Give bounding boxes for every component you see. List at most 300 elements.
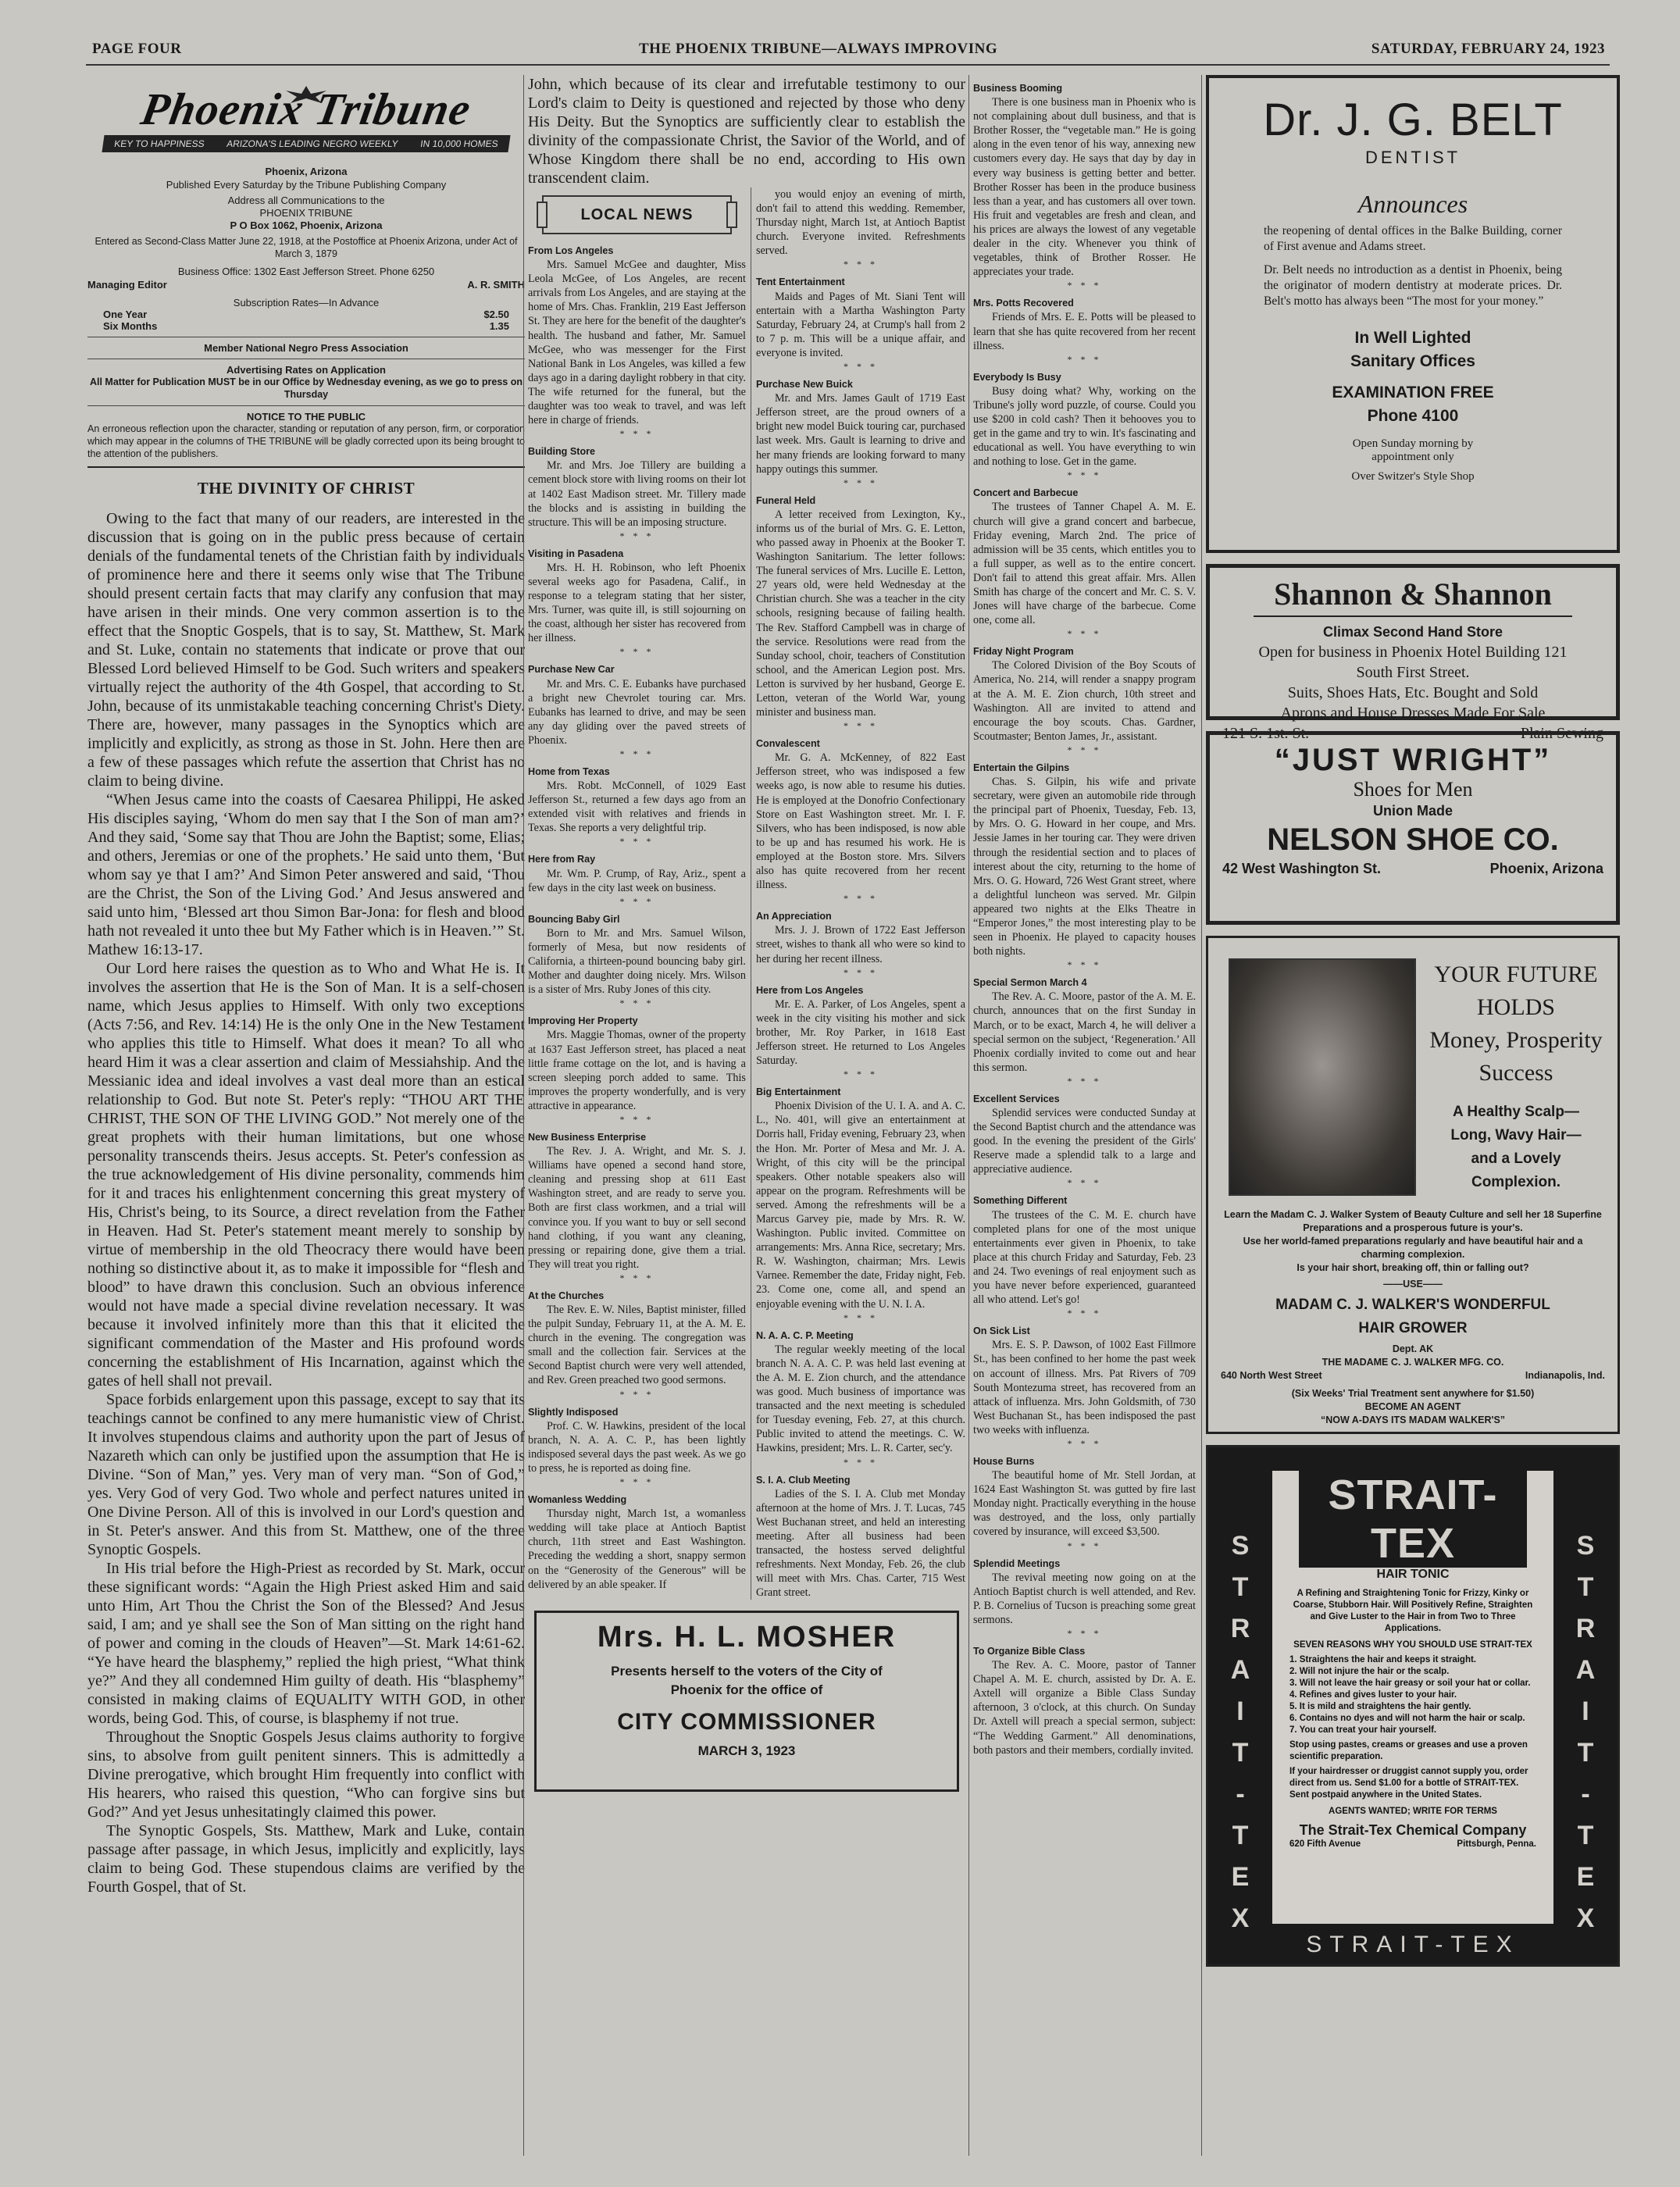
separator-stars: * * * — [843, 893, 878, 904]
walker-ad — [1206, 936, 1620, 1434]
article-continuation: John, which because of its clear and irrefutable testimony to our Lord's claim to Deity is questioned and rejected by those who deny His Deity. But the Synoptics are sufficiently clear to establish the divinity of the compassionate Christ, the Savior of the World, and of Whose Kingdom there shall be no end, according to His own transcendent claim. — [528, 76, 965, 187]
belt-appointment: appointment only — [1371, 451, 1454, 463]
strait-panel — [1272, 1471, 1553, 1924]
news-headline: At the Churches — [528, 1290, 605, 1301]
strait-side-letter: - — [1236, 1779, 1245, 1809]
news-headline: Excellent Services — [973, 1093, 1060, 1104]
strait-side-letter: T — [1232, 1572, 1249, 1602]
strait-side-letter: E — [1231, 1862, 1250, 1892]
masthead-address-box: P O Box 1062, Phoenix, Arizona — [230, 219, 383, 232]
news-headline: On Sick List — [973, 1325, 1030, 1337]
news-text: The Rev. A. C. Moore, pastor of Tanner Chapel A. M. E. church, assisted by Dr. A. E. Axtell will organize a Bible Class Sunday afternoon, 3 o'clock, at this church. On Sunday Dr. Axtell will preach a special sermon, subject: “The Wedding Garment.” All denominations, both pastors and their members, cordially invited. — [973, 1659, 1196, 1757]
news-headline: Concert and Barbecue — [973, 487, 1079, 499]
separator-stars: * * * — [843, 1456, 878, 1468]
strait-reason: 5. It is mild and straightens the hair gently. — [1289, 1702, 1471, 1711]
strait-reason: 7. You can treat your hair yourself. — [1289, 1725, 1437, 1735]
separator-stars: * * * — [843, 361, 878, 373]
walker-heading: HOLDS — [1476, 994, 1555, 1020]
walker-use: ——USE—— — [1383, 1279, 1443, 1290]
separator-stars: * * * — [1067, 744, 1102, 755]
news-text: The Rev. E. W. Niles, Baptist minister, filled the pulpit Sunday, February 11, at the A. M. E. church in the evening. The congregation was small and the collection fair. Services at the Second Baptist church were very well attended, and Rev. Green preached two good sermons. — [528, 1304, 746, 1387]
masthead-band — [102, 135, 510, 152]
walker-details — [1221, 1208, 1605, 1427]
walker-text: Is your hair short, breaking off, thin or falling out? — [1297, 1262, 1529, 1273]
strait-side-letter: T — [1577, 1821, 1594, 1850]
separator-stars: * * * — [1067, 280, 1102, 291]
running-head — [92, 41, 1605, 64]
walker-text: Learn the Madam C. J. Walker System of Beauty Culture and sell her 18 Superfine Preparations and a prosperous future is your's. — [1224, 1209, 1602, 1233]
separator-stars: * * * — [1067, 628, 1102, 640]
walker-trial: (Six Weeks' Trial Treatment sent anywhere for $1.50) — [1291, 1388, 1535, 1399]
news-headline: Big Entertainment — [755, 1086, 841, 1098]
news-headline: Special Sermon March 4 — [973, 977, 1087, 989]
news-headline: Business Booming — [973, 83, 1063, 94]
masthead-address-paper: PHOENIX TRIBUNE — [259, 207, 353, 219]
belt-paragraph: the reopening of dental offices in the Balke Building, corner of First avenue and Adams street. — [1264, 224, 1562, 253]
news-item — [973, 1324, 1196, 1448]
news-text: Chas. S. Gilpin, his wife and private secretary, were given an automobile ride through the principal part of Phoenix, Tuesday, Feb. 13, by Mrs. O. G. Howard in her coupe, and Mrs. Jessie James in her touring car. They were driven through the residential section and to places of interest about the city, returning to the home of Mrs. O. G. Howard, 726 West Grant street, where a delightful luncheon was served. Mr. Gilpin appeared two nights at the Elks Theatre in “Emperor Jones,” the most interesting play to be seen in Phoenix. He played to capacity houses both nights. — [973, 776, 1196, 958]
news-text: Mrs. J. J. Brown of 1722 East Jefferson street, wishes to thank all who were so kind to her during her recent illness. — [755, 924, 965, 965]
news-text: The revival meeting now going on at the Antioch Baptist church is well attended, and Rev. P. B. Cornelius of Tucson is preaching some great sermons. — [973, 1571, 1196, 1626]
news-item — [756, 377, 965, 487]
news-text: Thursday night, March 1st, a womanless wedding will take place at Antioch Baptist church, 11th street and East Washington. Preceding the wedding a short, snappy sermon on the “Generosity of the Generous” will be delivered by an able speaker. If — [528, 1507, 746, 1591]
separator-stars: * * * — [619, 530, 655, 541]
column-news-left — [528, 75, 965, 2156]
news-item — [528, 1405, 746, 1486]
walker-heading: YOUR FUTURE — [1434, 961, 1598, 987]
news-text: The trustees of Tanner Chapel A. M. E. church will give a grand concert and barbecue, Friday evening, March 2nd. The price of admission will be 35 cents, which entitles you to a full supper, as well as to the entire concert. Don't fail to attend this great affair. Mrs. Allen Smith has charge of the concert and Mr. C. S. V. Jones will have charge of the barbecue. Come one, come all. — [973, 501, 1196, 627]
subscription-head: Subscription Rates—In Advance — [233, 297, 380, 309]
news-item — [973, 296, 1196, 363]
column-rule — [523, 75, 524, 2156]
walker-address-row — [1221, 1369, 1605, 1382]
news-text: Mrs. Samuel McGee and daughter, Miss Leola McGee, of Los Angeles, are recent arrivals from Los Angeles, and are staying at the home of Mrs. Chas. Franklin, 219 East Jefferson St. They are here for the benefit of the daughter's health. The husband and father, Mr. Samuel McGee, who was messenger for the First National Bank in Los Angeles, was killed a few days ago in a daring daylight robbery in that city. The wife returned for the funeral, but the daughter was too weak to travel, and was left here in charge of friends. — [528, 259, 746, 427]
article-paragraph: Our Lord here raises the question as to Who and What He is. It involves the assertion that He is the Son of Man. It is a self-chosen name, which Jesus applies to Himself. With only two exceptions (Acts 7:56, and Rev. 14:14) He is the only One in the New Testament who applies this title to Himself. What does it mean? To all who heard Him it was a clear assertion and claim of Messiahship. And the Messianic idea and ideal involves a vast deal more than an estical relationship to God. But note St. Peter's reply: “THOU ART THE CHRIST, THE SON OF THE LIVING GOD.” Not merely one of the great prophets with their human limitations, but one whose personality transcends theirs. Jesus accepts. St. Peter's confession as the true acknowledgement of His divine personality, commends him for it and traces his enlightenment concerning this great mystery of His, Christ's being, to its Source, a direct revelation from the Father in Heaven. Had St. Peter's statement meant merely to sonship by virtue of membership in the old Theocracy there would have been nothing so distinctive about it, as to make it impossible for “flesh and blood” to have drawn this conclusion. Such an obvious inference would not have made a special divine revelation necessary. It was because it involved infinitely more than this that it elicited the significant commendation of the Master and His profound words concerning the establishment of His Incarnation, against which the gates of hell shall not prevail. — [87, 960, 525, 1390]
separator-stars: * * * — [619, 1113, 655, 1125]
separator-stars: * * * — [619, 895, 655, 907]
editor-label: Managing Editor — [87, 279, 167, 291]
separator-stars: * * * — [843, 720, 878, 732]
news-item — [973, 644, 1196, 755]
news-text: The Colored Division of the Boy Scouts of America, No. 214, will render a snappy program at the A. M. E. Zion church, 10th street and Washington. All are invited to attend and encourage the boy scouts. Chas. Gardner, Scoutmaster; Benton James, Jr., assistant. — [973, 659, 1196, 743]
walker-city: Indianapolis, Ind. — [1525, 1370, 1605, 1381]
strait-side-letter: S — [1231, 1531, 1250, 1561]
news-text: Busy doing what? Why, working on the Tribune's jolly word puzzle, of course. Could you use $200 in cold cash? Then it behooves you to get in the game and try to win. It's fascinating and educational as well. You have everything to win and nothing to lose. Get in the game. — [973, 384, 1196, 469]
news-headline: Womanless Wedding — [528, 1494, 627, 1506]
separator-stars: * * * — [619, 1476, 655, 1488]
news-headline: N. A. A. C. P. Meeting — [755, 1329, 854, 1341]
news-item — [973, 1092, 1196, 1188]
strait-side-letter: S — [1576, 1531, 1595, 1561]
article-paragraph: Throughout the Snoptic Gospels Jesus claims authority to forgive sins, to absolve from guilt penitent sinners. This is admittedly a Divine prerogative, which brought Him frequently into conflict with His hearers, who raised this question, “Who can forgive sins but God?” And yet Jesus unhesitatingly claimed this power. — [87, 1729, 525, 1821]
belt-dentist-ad — [1206, 75, 1620, 553]
separator-stars: * * * — [843, 476, 878, 488]
news-item — [756, 1085, 965, 1322]
article-paragraph: Space forbids enlargement upon this passage, except to say that its teachings cannot be confined to any mere humanistic view of Christ. It involves stupendous claims and authority upon the part of Jesus of Nazareth which can only be justified upon the assumption that He is Divine. “Son of Man,” yes. Very man of very man. “Son of God,” yes. Very God of very God. Two whole and perfect natures united in One Divine Person. All of this is involved in our Lord's question and in St. Peter's answer. And this from St. Matthew, one of the three Synoptic Gospels. — [87, 1391, 525, 1559]
walker-benefit: and a Lovely Complexion. — [1471, 1151, 1561, 1190]
news-headline: S. I. A. Club Meeting — [755, 1474, 851, 1486]
shannon-sewing: Plain Sewing — [1520, 725, 1603, 742]
issue-date: SATURDAY, FEBRUARY 24, 1923 — [1371, 41, 1605, 57]
article-title: THE DIVINITY OF CHRIST — [197, 479, 416, 498]
walker-street: 640 North West Street — [1221, 1370, 1322, 1381]
member-association: Member National Negro Press Association — [204, 342, 408, 355]
article-paragraph: Owing to the fact that many of our readers, are interested in the discussion that is going on in the public press because of certain denials of the fundamental tenets of the Christian faith by individuals of prominence here and there it seems only wise that The Tribune should present certain facts that may clarify any confusion that may have arisen in their minds. One very common assertion is to the effect that the Snoptic Gospels, that is to say, St. Matthew, St. Mark and St. Luke, contain no statements that indicate or prove that our Blessed Lord believed Himself to be God. Such writers and speakers virtually reject the authority of the 4th Gospel, that according to St. John, because of its unmistakable teaching concerning Christ's Diety. There are, however, many passages in the Synoptics which are implicitly and explicitly, as strong as those in St. John. Here then are a few of these passages which refute the assertion that Christ has no claim to being divine. — [87, 510, 525, 790]
wright-title: “JUST WRIGHT” — [1274, 743, 1552, 777]
news-text: The Rev. J. A. Wright, and Mr. S. J. Williams have opened a second hand store, cleaning and pressing shop at 611 East Washington street, and are ready to serve you. Both are first class workmen, and a trial will convince you. If you want to buy or sell second hand clothing, if you want any cleaning, pressing or repairing done, give them a trial. They will treat you right. — [528, 1145, 746, 1271]
separator-stars: * * * — [843, 259, 878, 270]
walker-heading: Money, Prosperity — [1429, 1027, 1603, 1053]
separator-stars: * * * — [1067, 1539, 1102, 1551]
news-item — [528, 1289, 746, 1399]
walker-benefit: Long, Wavy Hair— — [1450, 1127, 1582, 1143]
news-text: Prof. C. W. Hawkins, president of the local branch, N. A. A. C. P., has been lightly indisposed several days the past week. As we go to press, he is reported as doing fine. — [528, 1419, 746, 1475]
masthead-editor-row — [87, 279, 525, 291]
belt-lighted: In Well Lighted — [1354, 329, 1471, 347]
belt-sunday: Open Sunday morning by — [1352, 437, 1474, 450]
column-rule — [968, 75, 969, 2156]
strait-street: 620 Fifth Avenue — [1289, 1839, 1361, 1849]
strait-side-letter: T — [1577, 1738, 1594, 1768]
wright-address: 42 West Washington St. — [1222, 861, 1382, 876]
mosher-name: Mrs. H. L. MOSHER — [597, 1621, 897, 1654]
strait-tonic: HAIR TONIC — [1376, 1568, 1450, 1581]
strait-side-letter: T — [1577, 1572, 1594, 1602]
belt-location: Over Switzer's Style Shop — [1351, 470, 1475, 483]
separator-stars: * * * — [843, 1311, 878, 1323]
news-headline: From Los Angeles — [528, 245, 614, 256]
news-text: The trustees of the C. M. E. church have completed plans for one of the most unique entertainments ever given in Phoenix, to take place at this church Friday and Saturday, Feb. 23 and 24. Two evenings of real enjoyment such as you have never before experienced, guaranteed all who attend. Let's go! — [973, 1208, 1196, 1307]
news-list — [528, 244, 746, 1592]
notice-head: NOTICE TO THE PUBLIC — [246, 411, 366, 423]
strait-company-address — [1272, 1839, 1553, 1850]
shannon-address: 121 S. 1st. St. — [1222, 725, 1310, 742]
separator-stars: * * * — [619, 748, 655, 759]
news-headline: Here from Los Angeles — [755, 984, 864, 996]
strait-side-letter: R — [1575, 1614, 1596, 1643]
masthead-address-label: Address all Communications to the — [227, 194, 385, 207]
news-item — [973, 1557, 1196, 1638]
local-news-title: LOCAL NEWS — [580, 206, 694, 223]
portrait-image — [1229, 958, 1416, 1196]
article-body — [87, 509, 525, 1896]
separator-stars: * * * — [619, 997, 655, 1009]
editor-name: A. R. SMITH — [467, 279, 525, 291]
news-text: The beautiful home of Mr. Stell Jordan, at 1624 East Washington St. was gutted by fire last Monday night. Practically everything in the house was destroyed, and the loss, only partially covered by insurance, will exceed $3,500. — [973, 1469, 1196, 1539]
shannon-title: Shannon & Shannon — [1254, 576, 1572, 617]
mosher-ad — [534, 1611, 959, 1792]
masthead — [87, 83, 525, 164]
news-text: Mr. and Mrs. James Gault of 1719 East Jefferson street, are the proud owners of a bright new model Buick touring car, purchased last week. Mrs. Gault is learning to drive and her many friends are looking forward to many happy outings this summer. — [755, 392, 965, 476]
news-item — [528, 852, 746, 905]
news-headline: New Business Enterprise — [528, 1131, 647, 1143]
separator-stars: * * * — [843, 966, 878, 978]
news-text: Maids and Pages of Mt. Siani Tent will entertain with a Martha Washington Party Saturday, February 24, at Crump's hall from 2 to 7 p. m. This will be a unique affair, and everyone is invited. — [755, 290, 965, 359]
news-item — [756, 1473, 965, 1600]
news-text: Ladies of the S. I. A. Club met Monday afternoon at the home of Mrs. J. T. Lucas, 745 West Buchanan street, and held an interesting meeting. After all business had been transacted, the hostess served delightful refreshments. Next Monday, Feb. 26, the club will meet with Mrs. Chas. Carter, 715 West Grant street. — [755, 1487, 965, 1600]
news-headline: Home from Texas — [528, 766, 610, 777]
separator-stars: * * * — [1067, 1308, 1102, 1319]
wright-company: NELSON SHOE CO. — [1267, 822, 1559, 857]
strait-side-letter: X — [1576, 1903, 1595, 1933]
news-headline: An Appreciation — [755, 911, 832, 922]
belt-subtitle: DENTIST — [1364, 148, 1461, 167]
strait-reason: 4. Refines and gives luster to your hair. — [1289, 1690, 1457, 1700]
notice-text: An erroneous reflection upon the character, standing or reputation of any person, firm, or corporation which may appear in the columns of THE TRIBUNE will be gladly corrected upon its being brought to the attention of the publishers. — [87, 423, 525, 460]
separator-stars: * * * — [1067, 1177, 1102, 1189]
page-number: PAGE FOUR — [92, 41, 182, 57]
walker-benefit: A Healthy Scalp— — [1453, 1104, 1579, 1120]
strait-side-letter: I — [1582, 1696, 1589, 1726]
news-item — [973, 761, 1196, 969]
separator-stars: * * * — [1067, 1437, 1102, 1449]
news-headline: Funeral Held — [755, 494, 816, 506]
news-headline: Visiting in Pasadena — [528, 548, 624, 559]
separator-stars: * * * — [619, 646, 655, 658]
belt-exam: EXAMINATION FREE — [1332, 384, 1494, 401]
news-text: Mrs. E. S. P. Dawson, of 1002 East Fillmore St., has been confined to her home the past week on account of illness. Mrs. Pat Rivers of 709 South Montezuma street, has recovered from an attack of influenza. Mrs. John Goldsmith, of 730 West Buchanan St., has been indisposed the past two weeks with influenza. — [973, 1339, 1196, 1436]
strait-side-letter: X — [1231, 1903, 1250, 1933]
six-months-price: 1.35 — [489, 320, 509, 333]
article-paragraph: “When Jesus came into the coasts of Caesarea Philippi, He asked His disciples saying, ‘Whom do men say that I the Son of man am?’ And they said, ‘Some say that Thou are John the Baptist; some, Elias; and others, Jeremias or one of the prophets.’ He said unto them, ‘But whom say ye that I am?’ And Simon Peter answered and said, ‘Thou are the Christ, the Son of the Living God.’ And Jesus answered and said unto him, ‘Blessed art thou Simon Bar-Jona: for flesh and blood hath not revealed it unto thee but My Father which is in Heaven.’” St. Mathew 16:13-17. — [87, 791, 525, 959]
subscription-six-months — [87, 320, 525, 332]
news-split — [528, 187, 965, 1600]
news-item — [528, 1493, 746, 1592]
news-headline: Tent Entertainment — [755, 276, 845, 288]
news-text: The Rev. A. C. Moore, pastor of the A. M. E. church, announces that on the first Sunday in March, or to be exact, March 4, he will deliver a special sermon on the subject, ‘Regeneration.’ All Phoenix cordially invited to come out and hear this sermon. — [973, 990, 1196, 1074]
strait-side-letter: I — [1236, 1696, 1244, 1726]
strait-tex-ad — [1206, 1445, 1620, 1967]
strait-reason: 3. Will not leave the hair greasy or soil your hat or collar. — [1289, 1679, 1531, 1688]
news-headline: Friday Night Program — [973, 646, 1074, 658]
shannon-line: Suits, Shoes Hats, Etc. Bought and Sold — [1287, 684, 1539, 701]
wright-footer — [1222, 861, 1603, 877]
news-headline: Slightly Indisposed — [528, 1406, 619, 1418]
publication-deadline: All Matter for Publication MUST be in our Office by Wednesday evening, as we go to press on Thursday — [89, 376, 523, 401]
news-item — [973, 1644, 1196, 1757]
news-item — [756, 494, 965, 731]
divider — [87, 466, 525, 468]
strait-title: STRAIT-TEX — [1299, 1471, 1527, 1568]
news-headline: Improving Her Property — [528, 1015, 638, 1027]
masthead-band-left: KEY TO HAPPINESS — [113, 138, 205, 149]
news-item — [756, 983, 965, 1079]
one-year-label: One Year — [103, 309, 148, 321]
walker-product: HAIR GROWER — [1358, 1320, 1468, 1336]
divider — [87, 405, 525, 406]
belt-sanitary: Sanitary Offices — [1350, 352, 1475, 370]
news-headline: Something Different — [973, 1195, 1068, 1207]
belt-announces: Announces — [1357, 190, 1468, 218]
strait-side-right — [1558, 1525, 1613, 1939]
subscription-one-year — [87, 309, 525, 320]
news-headline: Here from Ray — [528, 854, 596, 865]
news-headline: Building Store — [528, 446, 596, 458]
belt-phone: Phone 4100 — [1367, 407, 1459, 425]
separator-stars: * * * — [619, 836, 655, 847]
strait-reason: 1. Straightens the hair and keeps it straight. — [1289, 1655, 1477, 1664]
news-text: Mr. and Mrs. Joe Tillery are building a cement block store with living rooms on their lot at 1402 East Madison street. Mr. Tillery made the blocks and is assisting in building the structure. This will be an imposing structure. — [528, 459, 746, 529]
article-paragraph: In His trial before the High-Priest as recorded by St. Mark, occur these significant words: “Again the High Priest asked Him and said unto Him, Art Thou the Christ the Son of the Blessed? And Jesus said, I am; and ye shall see the Son of Man sitting on the right hand of power and coming in the clouds of Heaven”—St. Mark 14:61-62. “Ye have heard the blasphemy,” replied the high priest, “What think ye?” And they all condemned Him guilty of death. His “blasphemy” consisted in making claims of EQUALITY WITH GOD, in other words, being God. This, of course, is blasphemy if not true. — [87, 1560, 525, 1728]
news-text: Mr. Wm. P. Crump, of Ray, Ariz., spent a few days in the city last week on business. — [528, 867, 746, 894]
news-headline: To Organize Bible Class — [973, 1646, 1086, 1657]
column-ads — [1206, 75, 1620, 2156]
column-news-right — [973, 75, 1196, 2156]
news-text: Splendid services were conducted Sunday at the Second Baptist church and the attendance was good. In the evening the president of the Girls' Reserve made a splendid talk to a large and appreciative audience. — [973, 1107, 1196, 1176]
walker-headline — [1427, 958, 1605, 1194]
news-text: Mr. G. A. McKenney, of 822 East Jefferson street, who was indisposed a few weeks ago, is now able to resume his duties. He is employed at the Donofrio Confectionary Store on East Washington street. Mr. I. F. Silvers, who has been indisposed, is now able to be up and has resumed his work. He is employed at the Boston store. Mrs. Silvers also has quite recovered from her recent illness. — [755, 751, 965, 892]
belt-title: Dr. J. G. BELT — [1263, 95, 1563, 145]
news-text: Mrs. Robt. McConnell, of 1029 East Jefferson St., returned a few days ago from an extended visit with relatives and friends in Texas. She reports a very delightful trip. — [528, 780, 746, 835]
news-text: Mr. and Mrs. C. E. Eubanks have purchased a bright new Chevrolet touring car. Mrs. Eubanks has learned to drive, and may be seen any day gliding over the paved streets of Phoenix. — [528, 677, 746, 747]
news-headline: Purchase New Car — [528, 664, 615, 676]
strait-city: Pittsburgh, Penna. — [1457, 1839, 1536, 1849]
walker-product: MADAM C. J. WALKER'S WONDERFUL — [1275, 1297, 1550, 1313]
news-text: The regular weekly meeting of the local branch N. A. A. C. P. was held last evening at the A. M. E. Zion church, and the attendance was good. Much business of importance was transacted and the next meeting is scheduled for Tuesday evening, Feb. 27, at this church. Public invited to attend the meetings. C. W. Hawkins, president; Mrs. L. R. Carter, sec'y. — [755, 1343, 965, 1455]
news-item — [756, 737, 965, 903]
advertising-rates: Advertising Rates on Application — [226, 364, 386, 376]
strait-bottom: STRAIT-TEX — [1306, 1932, 1520, 1957]
header-rule — [86, 64, 1610, 66]
news-list — [973, 81, 1196, 1757]
news-text: Mrs. Maggie Thomas, owner of the property at 1637 East Jefferson street, has placed a neat little frame cottage on the lot, and is having a screen sleeping porch added to same. This improves the property wonderfully, and is very attractive in appearance. — [528, 1029, 746, 1112]
shannon-line: Aprons and House Dresses Made For Sale — [1280, 705, 1546, 722]
column-rule — [1201, 75, 1202, 2156]
news-headline: Mrs. Potts Recovered — [973, 298, 1074, 309]
belt-paragraph: Dr. Belt needs no introduction as a dentist in Phoenix, being the originator of modern dentistry at moderate prices. Dr. Belt's motto has always been “The most for your money.” — [1264, 263, 1562, 308]
strait-side-letter: T — [1232, 1738, 1249, 1768]
wright-shoe-ad — [1206, 731, 1620, 925]
strait-side-letter: R — [1230, 1614, 1250, 1643]
news-item — [528, 1014, 746, 1124]
news-text: A letter received from Lexington, Ky., informs us of the burial of Mrs. G. E. Letton, who passed away in Phoenix at the Booker T. Washington Sanitarium. The letter follows: The funeral services of Mrs. Lucille E. Letton, 27 years old, were held Wednesday at the Christian church. She was a teacher in the city schools, resigning because of failing health. The Rev. Stafford Campbell was in charge of the service. Resolutions were read from the Sunday school, choir, teachers of Constitution school, and the American Legion post. Mrs. Letton is survived by her husband, George E. Letton, veteran of the World War, young minister and business man. — [755, 508, 965, 719]
news-item — [973, 370, 1196, 480]
separator-stars: * * * — [619, 428, 655, 440]
strait-side-letter: E — [1576, 1862, 1595, 1892]
news-headline: House Burns — [973, 1455, 1035, 1467]
shannon-line: Open for business in Phoenix Hotel Building 121 — [1258, 644, 1568, 661]
news-subcolumn-left — [528, 187, 746, 1600]
news-headline: Entertain the Gilpins — [973, 762, 1070, 773]
news-text: There is one business man in Phoenix who is not complaining about dull business, and that is Brother Rosser, the “vegetable man.” He is going along in the even tenor of his way, annexing new customers every day. He says that day by day in every way business is getting better and better. Brother Rosser has been in the produce business less than a year, and has customers all over town. His fruit and vegetables are fresh and clean, and his prices are always the lowest of any vegetable dealer in the city. Whenever you think of vegetables, think of Brother Rosser. He appreciates your trade. — [973, 96, 1196, 279]
strait-side-left — [1213, 1525, 1268, 1939]
strait-side-letter: T — [1232, 1821, 1249, 1850]
news-headline: Purchase New Buick — [755, 379, 853, 391]
wright-union: Union Made — [1373, 803, 1453, 819]
separator-stars: * * * — [1067, 1628, 1102, 1639]
news-item — [973, 81, 1196, 290]
walker-heading: Success — [1478, 1060, 1553, 1086]
masthead-title: Phoenix Tribune — [137, 84, 475, 134]
news-headline: Convalescent — [755, 738, 820, 750]
news-item — [973, 486, 1196, 638]
strait-intro: A Refining and Straightening Tonic for Frizzy, Kinky or Coarse, Stubborn Hair. Will Positively Refine, Straighten and Give Luster to the Hair in from Two to Three Applications. — [1293, 1589, 1533, 1633]
walker-dept: Dept. AK — [1392, 1343, 1434, 1354]
strait-side-letter: A — [1230, 1655, 1250, 1685]
mosher-date: MARCH 3, 1923 — [697, 1743, 796, 1759]
mosher-line: Phoenix for the office of — [670, 1682, 823, 1698]
masthead-band-right: IN 10,000 HOMES — [419, 138, 499, 149]
news-text: Born to Mr. and Mrs. Samuel Wilson, formerly of Mesa, but now residents of California, a thirteen-pound bouncing baby girl. Mother and daughter doing nicely. Mrs. Wilson is a sister of Mrs. Ruby Jones of this city. — [528, 926, 746, 997]
news-item — [973, 976, 1196, 1086]
separator-stars: * * * — [1067, 959, 1102, 971]
news-headline: Splendid Meetings — [973, 1557, 1061, 1569]
news-text: Mrs. H. H. Robinson, who left Phoenix several weeks ago for Pasadena, Calif., in response to a telegram stating that her sister, Mrs. Turner, was quite ill, is still sojourning on the coast, although her sister has recovered from her illness. — [528, 561, 746, 645]
masthead-entered: Entered as Second-Class Matter June 22, 1918, at the Postoffice at Phoenix Arizona, under Act of March 3, 1879 — [95, 236, 518, 260]
walker-slogan: “NOW A-DAYS ITS MADAM WALKER'S” — [1320, 1415, 1506, 1425]
news-text: Friends of Mrs. E. E. Potts will be pleased to learn that she has quite recovered from her recent illness. — [973, 311, 1196, 352]
news-item — [756, 909, 965, 976]
separator-stars: * * * — [619, 1388, 655, 1400]
strait-reason: 6. Contains no dyes and will not harm the hair or scalp. — [1289, 1714, 1525, 1723]
masthead-business-office: Business Office: 1302 East Jefferson Street. Phone 6250 — [177, 266, 435, 278]
shannon-line: South First Street. — [1356, 664, 1470, 681]
news-item — [528, 1130, 746, 1283]
separator-stars: * * * — [1067, 353, 1102, 365]
shannon-ad — [1206, 564, 1620, 742]
strait-agents: AGENTS WANTED; WRITE FOR TERMS — [1329, 1807, 1497, 1816]
separator-stars: * * * — [1067, 1075, 1102, 1086]
news-item — [528, 244, 746, 438]
local-news-banner — [542, 195, 732, 234]
walker-company: THE MADAME C. J. WALKER MFG. CO. — [1322, 1357, 1504, 1368]
paper-slogan: THE PHOENIX TRIBUNE—ALWAYS IMPROVING — [639, 41, 998, 57]
strait-side-letter: A — [1575, 1655, 1596, 1685]
news-item — [528, 662, 746, 758]
strait-stop: Stop using pastes, creams or greases and use a proven scientific preparation. — [1289, 1740, 1528, 1761]
news-text: you would enjoy an evening of mirth, don't fail to attend this wedding. Remember, Thursday night, March 1st, at Antioch Baptist church. Everyone invited. Refreshments served. — [755, 188, 965, 258]
news-text: Mr. E. A. Parker, of Los Angeles, spent a week in the city visiting his mother and sick brother, Mr. Roy Parker, in 1618 East Jefferson street. He returned to Los Angeles Saturday. — [755, 997, 965, 1068]
news-list — [756, 187, 965, 1600]
news-headline: Bouncing Baby Girl — [528, 913, 620, 925]
strait-reasons-head: SEVEN REASONS WHY YOU SHOULD USE STRAIT-TEX — [1293, 1640, 1532, 1650]
news-headline: Everybody Is Busy — [973, 371, 1061, 383]
news-item — [528, 547, 746, 657]
strait-reason: 2. Will not injure the hair or the scalp. — [1289, 1667, 1450, 1676]
strait-dealer: If your hairdresser or druggist cannot supply you, order direct from us. Send $1.00 for a bottle of STRAIT-TEX. Sent postpaid anywhere in the United States. — [1289, 1767, 1528, 1800]
walker-text: Use her world-famed preparations regularly and have beautiful hair and a charming complexion. — [1243, 1236, 1583, 1260]
news-item — [528, 765, 746, 846]
news-item — [973, 1193, 1196, 1318]
six-months-label: Six Months — [103, 320, 158, 333]
walker-agent: BECOME AN AGENT — [1364, 1401, 1461, 1412]
wright-subtitle: Shoes for Men — [1353, 778, 1473, 801]
mosher-line: Presents herself to the voters of the City of — [611, 1664, 883, 1679]
news-item — [756, 275, 965, 371]
column-editorial — [87, 75, 525, 2156]
mosher-office: CITY COMMISSIONER — [617, 1709, 876, 1736]
separator-stars: * * * — [843, 1069, 878, 1080]
strait-reasons — [1272, 1654, 1553, 1736]
news-item — [528, 912, 746, 1008]
masthead-published: Published Every Saturday by the Tribune Publishing Company — [166, 179, 447, 191]
strait-side-letter: - — [1581, 1779, 1590, 1809]
wright-city: Phoenix, Arizona — [1489, 861, 1603, 876]
masthead-band-middle: ARIZONA'S LEADING NEGRO WEEKLY — [226, 138, 399, 149]
news-item — [973, 1454, 1196, 1550]
separator-stars: * * * — [1067, 469, 1102, 481]
strait-company: The Strait-Tex Chemical Company — [1299, 1822, 1527, 1838]
news-item — [756, 187, 965, 269]
separator-stars: * * * — [619, 1272, 655, 1283]
news-item — [756, 1329, 965, 1467]
one-year-price: $2.50 — [483, 309, 509, 321]
news-text: Phoenix Division of the U. I. A. and A. C. L., No. 401, will give an entertainment at Dorris hall, Friday evening, February 23, when the Hon. Mr. Porter of Mesa and Mr. J. A. Wright, of this city will be the principal speakers. Other notable speakers also will appear on the program. Refreshments will be served. Among the refreshments will be a Marcus Garvey pie, made by Mrs. R. W. Washington. Public invited. Committee on arrangements: Mrs. Anna Rice, secretary; Mrs. R. W. Washington, chairman; Mrs. Lewis Varnee. Remember the date, Friday night, Feb. 23. Come one, come all, and spend an enjoyable evening with the U. N. I. A. — [755, 1100, 965, 1311]
news-subcolumn-right — [756, 187, 965, 1600]
article-paragraph: The Synoptic Gospels, Sts. Matthew, Mark and Luke, contain passage after passage, in which Jesus, implicitly and explicitly, lays claim to being God. These stupendous claims are verified by the Fourth Gospel, that of St. — [87, 1822, 525, 1896]
news-item — [528, 444, 746, 541]
masthead-city: Phoenix, Arizona — [265, 166, 348, 177]
